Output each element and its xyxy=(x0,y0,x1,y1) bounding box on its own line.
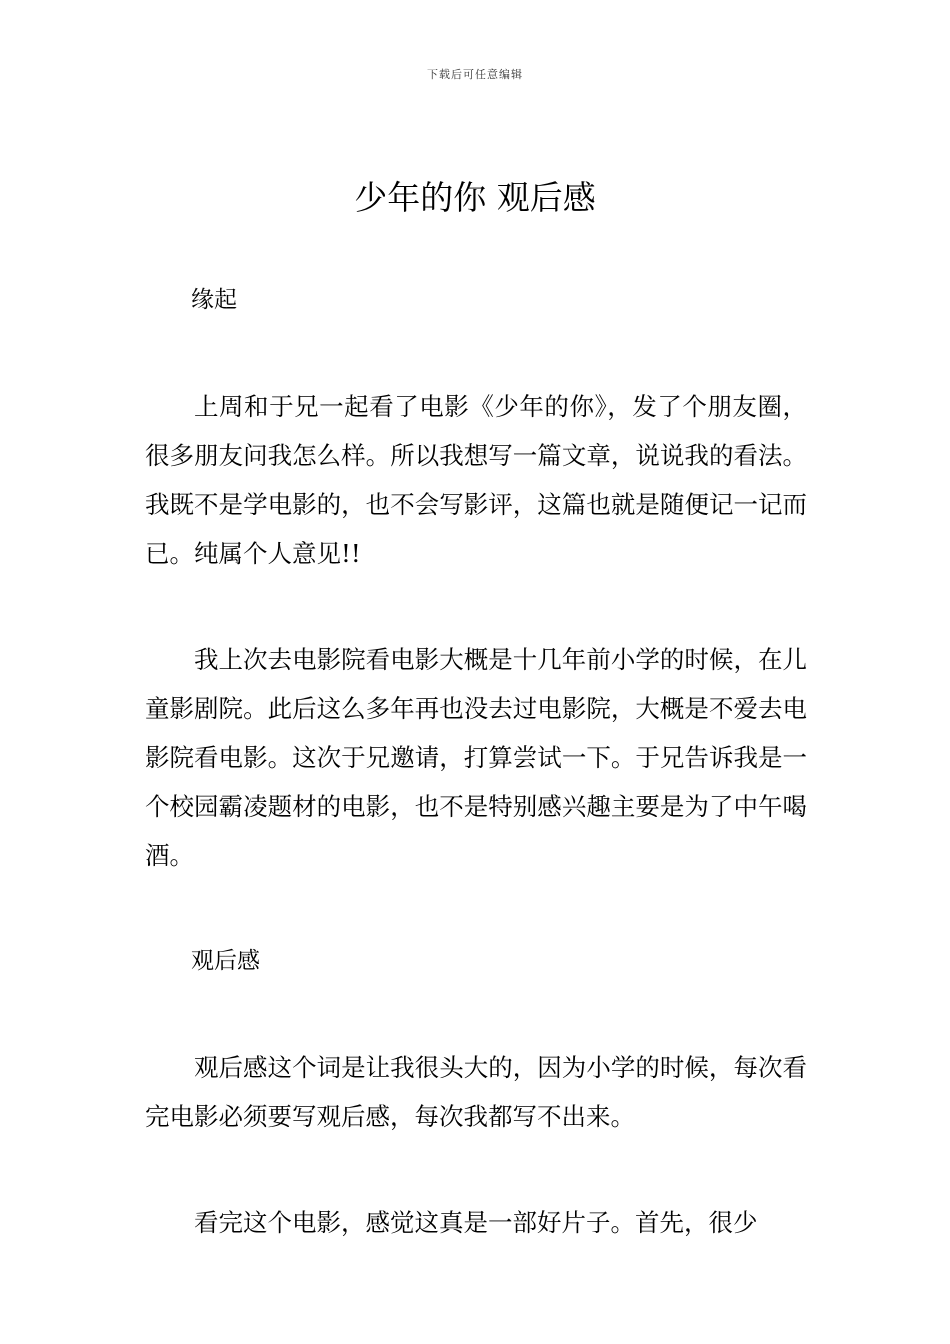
document-body xyxy=(145,276,807,1247)
paragraph-gap xyxy=(145,880,807,937)
paragraph-gap xyxy=(145,1141,807,1198)
paragraph-gap xyxy=(145,325,807,382)
paragraph-review-word: 观后感这个词是让我很头大的，因为小学的时候，每次看完电影必须要写观后感，每次我都写不出来。 xyxy=(145,1053,807,1131)
section-heading-origin: 缘起 xyxy=(191,287,237,313)
document-title: 少年的你 观后感 xyxy=(354,178,596,217)
paragraph-intro: 上周和于兄一起看了电影《少年的你》，发了个朋友圈，很多朋友问我怎么样。所以我想写一篇文章，说说我的看法。我既不是学电影的，也不会写影评，这篇也就是随便记一记而已。纯属个人意见!! xyxy=(145,392,807,568)
header-note: 下载后可任意编辑 xyxy=(427,68,523,81)
paragraph-opinion: 看完这个电影，感觉这真是一部好片子。首先，很少 xyxy=(194,1208,758,1237)
paragraph-gap xyxy=(145,578,807,635)
section-heading-review: 观后感 xyxy=(191,948,260,974)
paragraph-gap xyxy=(145,986,807,1043)
paragraph-cinema: 我上次去电影院看电影大概是十几年前小学的时候，在儿童影剧院。此后这么多年再也没去过电影院，大概是不爱去电影院看电影。这次于兄邀请，打算尝试一下。于兄告诉我是一个校园霸凌题材的电影，也不是特别感兴趣主要是为了中午喝酒。 xyxy=(145,645,807,870)
